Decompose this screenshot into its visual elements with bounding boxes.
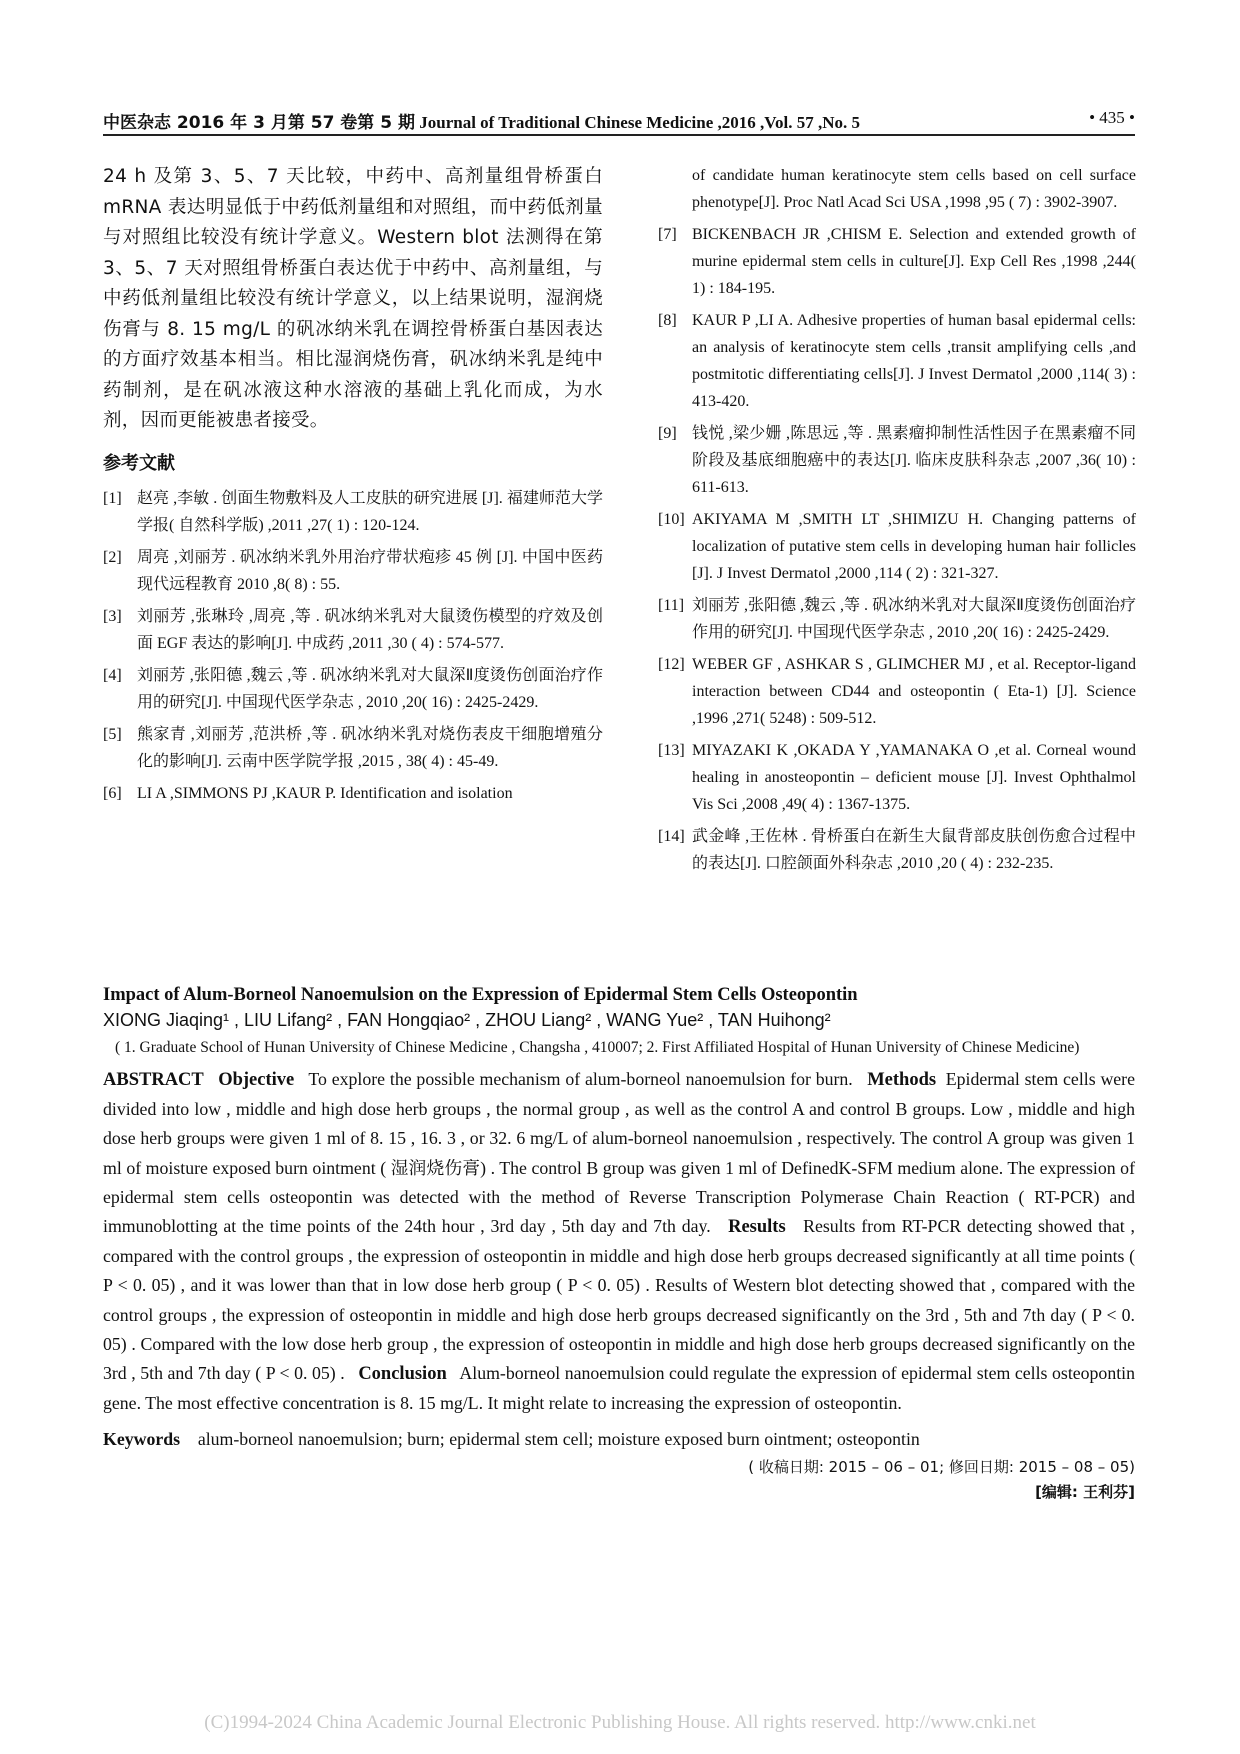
page-number: • 435 • xyxy=(1089,108,1135,127)
running-header xyxy=(103,104,1135,136)
received-dates: ( 收稿日期: 2015 – 06 – 01; 修回日期: 2015 – 08 – 05) xyxy=(748,1458,1135,1477)
reference-number: [5] xyxy=(103,725,122,743)
copyright-watermark: (C)1994-2024 China Academic Journal Electronic Publishing House. All rights reserved. http://www.cnki.net xyxy=(204,1712,1036,1733)
reference-text: 周亮 ,刘丽芳 . 矾冰纳米乳外用治疗带状疱疹 45 例 [J]. 中国中医药现代远程教育 2010 ,8( 8) : 55. xyxy=(137,548,603,593)
methods-label: Methods xyxy=(867,1070,937,1090)
reference-text: 钱悦 ,梁少姗 ,陈思远 ,等 . 黑素瘤抑制性活性因子在黑素瘤不同阶段及基底细胞癌中的表达[J]. 临床皮肤科杂志 ,2007 ,36( 10) : 611-613. xyxy=(692,425,1136,496)
reference-text: 赵亮 ,李敏 . 创面生物敷料及人工皮肤的研究进展 [J]. 福建师范大学学报( 自然科学版) ,2011 ,27( 1) : 120-124. xyxy=(137,489,603,534)
keywords-label: Keywords xyxy=(103,1429,181,1450)
abstract-label: ABSTRACT xyxy=(103,1070,204,1090)
reference-number: [6] xyxy=(103,784,122,802)
reference-text: 熊家青 ,刘丽芳 ,范洪桥 ,等 . 矾冰纳米乳对烧伤表皮干细胞增殖分化的影响[J]. 云南中医学院学报 ,2015 , 38( 4) : 45-49. xyxy=(137,725,603,770)
reference-item xyxy=(103,485,603,539)
objective-text: To explore the possible mechanism of alum-borneol nanoemulsion for burn. xyxy=(308,1069,853,1089)
editor-note: [编辑: 王利芬] xyxy=(1035,1483,1135,1502)
reference-number: [1] xyxy=(103,489,122,507)
reference-item xyxy=(658,221,1136,302)
reference-number: [8] xyxy=(658,312,677,329)
reference-continuation: of candidate human keratinocyte stem cells based on cell surface phenotype[J]. Proc Natl Acad Sci USA ,1998 ,95 ( 7) : 3902-3907. xyxy=(692,167,1136,211)
body-paragraph: 24 h 及第 3、5、7 天比较，中药中、高剂量组骨桥蛋白 mRNA 表达明显低于中药低剂量组和对照组，而中药低剂量与对照组比较没有统计学意义。Western blot 法测得在第 3、5、7 天对照组骨桥蛋白表达优于中药中、高剂量组，与中药低剂量组比较没有统计学意义，以上结果说明，湿润烧伤膏与 8. 15 mg/L 的矾冰纳米乳在调控骨桥蛋白基因表达的方面疗效基本相当。相比湿润烧伤膏，矾冰纳米乳是纯中药制剂，是在矾冰液这种水溶液的基础上乳化而成，为水剂，因而更能被患者接受。 xyxy=(103,166,603,431)
reference-item xyxy=(658,651,1136,732)
reference-item xyxy=(103,603,603,657)
reference-number: [9] xyxy=(658,425,677,442)
reference-item xyxy=(103,721,603,775)
references-list-left xyxy=(103,485,603,807)
right-column xyxy=(658,162,1136,882)
reference-number: [13] xyxy=(658,742,685,759)
reference-item xyxy=(103,662,603,716)
reference-text: 武金峰 ,王佐林 . 骨桥蛋白在新生大鼠背部皮肤创伤愈合过程中的表达[J]. 口腔颌面外科杂志 ,2010 ,20 ( 4) : 232-235. xyxy=(692,828,1136,872)
reference-number: [3] xyxy=(103,607,122,625)
journal-citation-cn: 中医杂志 2016 年 3 月第 57 卷第 5 期 xyxy=(103,113,415,133)
reference-text: 刘丽芳 ,张阳德 ,魏云 ,等 . 矾冰纳米乳对大鼠深Ⅱ度烫伤创面治疗作用的研究[J]. 中国现代医学杂志 , 2010 ,20( 16) : 2425-2429. xyxy=(692,597,1136,641)
reference-text: 刘丽芳 ,张阳德 ,魏云 ,等 . 矾冰纳米乳对大鼠深Ⅱ度烫伤创面治疗作用的研究[J]. 中国现代医学杂志 , 2010 ,20( 16) : 2425-2429. xyxy=(137,666,603,711)
reference-number: [7] xyxy=(658,226,677,243)
reference-text: WEBER GF , ASHKAR S , GLIMCHER MJ , et al. Receptor-ligand interaction between CD44 and osteopontin ( Eta-1) [J]. Science ,1996 ,271( 5248) : 509-512. xyxy=(692,656,1136,727)
reference-number: [4] xyxy=(103,666,122,684)
journal-citation-en: Journal of Traditional Chinese Medicine ,2016 ,Vol. 57 ,No. 5 xyxy=(419,113,860,132)
reference-item xyxy=(658,737,1136,818)
reference-item xyxy=(658,307,1136,415)
conclusion-label: Conclusion xyxy=(358,1364,447,1385)
results-label: Results xyxy=(728,1217,786,1238)
reference-number: [12] xyxy=(658,656,685,673)
reference-item xyxy=(103,544,603,598)
references-heading: 参考文献 xyxy=(103,452,175,474)
reference-item xyxy=(658,506,1136,587)
reference-text: KAUR P ,LI A. Adhesive properties of human basal epidermal cells: an analysis of keratinocyte stem cells ,transit amplifying cells ,and postmitotic differentiating cells[J]. J Invest Dermatol ,2000 ,114( 3) : 413-420. xyxy=(692,312,1136,410)
reference-text: MIYAZAKI K ,OKADA Y ,YAMANAKA O ,et al. Corneal wound healing in anosteopontin – deficient mouse [J]. Invest Ophthalmol Vis Sci ,2008 ,49( 4) : 1367-1375. xyxy=(692,742,1136,813)
reference-text: 刘丽芳 ,张琳玲 ,周亮 ,等 . 矾冰纳米乳对大鼠烫伤模型的疗效及创面 EGF 表达的影响[J]. 中成药 ,2011 ,30 ( 4) : 574-577. xyxy=(137,607,603,652)
reference-number: [14] xyxy=(658,828,685,845)
left-column xyxy=(103,162,603,812)
english-authors: XIONG Jiaqing¹ , LIU Lifang² , FAN Hongqiao² , ZHOU Liang² , WANG Yue² , TAN Huihong² xyxy=(103,1010,831,1030)
english-abstract-block xyxy=(103,985,1135,1502)
references-list-right xyxy=(658,221,1136,877)
journal-citation xyxy=(103,108,860,133)
english-affiliation: ( 1. Graduate School of Hunan University of Chinese Medicine , Changsha , 410007; 2. First Affiliated Hospital of Hunan University of Chinese Medicine) xyxy=(115,1039,1080,1056)
reference-item xyxy=(658,592,1136,646)
reference-number: [11] xyxy=(658,597,685,614)
reference-item xyxy=(658,420,1136,501)
keywords-line xyxy=(103,1426,1135,1452)
english-title: Impact of Alum-Borneol Nanoemulsion on the Expression of Epidermal Stem Cells Osteopontin xyxy=(103,985,858,1005)
results-text: Results from RT-PCR detecting showed that , compared with the control groups , the expression of osteopontin in middle and high dose herb groups decreased significantly at all time points ( P < 0. 05) , and it was lower than that in low dose herb group ( P < 0. 05) . Results of Western blot detecting showed that , compared with the control groups , the expression of osteopontin in middle and high dose herb groups decreased significantly on the 3rd , 5th and 7th day ( P < 0. 05) . Compared with the low dose herb group , the expression of osteopontin in middle and high dose herb groups decreased significantly on the 3rd , 5th and 7th day ( P < 0. 05) . xyxy=(103,1216,1135,1384)
methods-text: Epidermal stem cells were divided into low , middle and high dose herb groups , the normal group , as well as the control A and control B groups. Low , middle and high dose herb groups were given 1 ml of 8. 15 , 16. 3 , or 32. 6 mg/L of alum-borneol nanoemulsion , respectively. The control A group was given 1 ml of moisture exposed burn ointment ( 湿润烧伤膏) . The control B group was given 1 ml of DefinedK-SFM medium alone. The expression of epidermal stem cells osteopontin was detected with the method of Reverse Transcription Polymerase Chain Reaction ( RT-PCR) and immunoblotting at the time points of the 24th hour , 3rd day , 5th day and 7th day. xyxy=(103,1069,1135,1237)
reference-text: BICKENBACH JR ,CHISM E. Selection and extended growth of murine epidermal stem cells in culture[J]. Exp Cell Res ,1998 ,244( 1) : 184-195. xyxy=(692,226,1136,297)
reference-number: [10] xyxy=(658,511,685,528)
reference-number: [2] xyxy=(103,548,122,566)
conclusion-text: Alum-borneol nanoemulsion could regulate the expression of epidermal stem cells osteopontin gene. The most effective concentration is 8. 15 mg/L. It might relate to increasing the expression of osteopontin. xyxy=(103,1363,1135,1414)
english-abstract xyxy=(103,1065,1135,1418)
reference-text: AKIYAMA M ,SMITH LT ,SHIMIZU H. Changing patterns of localization of putative stem cells in developing human hair follicles [J]. J Invest Dermatol ,2000 ,114 ( 2) : 321-327. xyxy=(692,511,1136,582)
reference-item xyxy=(658,823,1136,877)
reference-item xyxy=(103,780,603,807)
objective-label: Objective xyxy=(218,1070,295,1090)
reference-text: LI A ,SIMMONS PJ ,KAUR P. Identification and isolation xyxy=(137,784,513,802)
keywords-text: alum-borneol nanoemulsion; burn; epidermal stem cell; moisture exposed burn ointment; osteopontin xyxy=(197,1429,920,1450)
